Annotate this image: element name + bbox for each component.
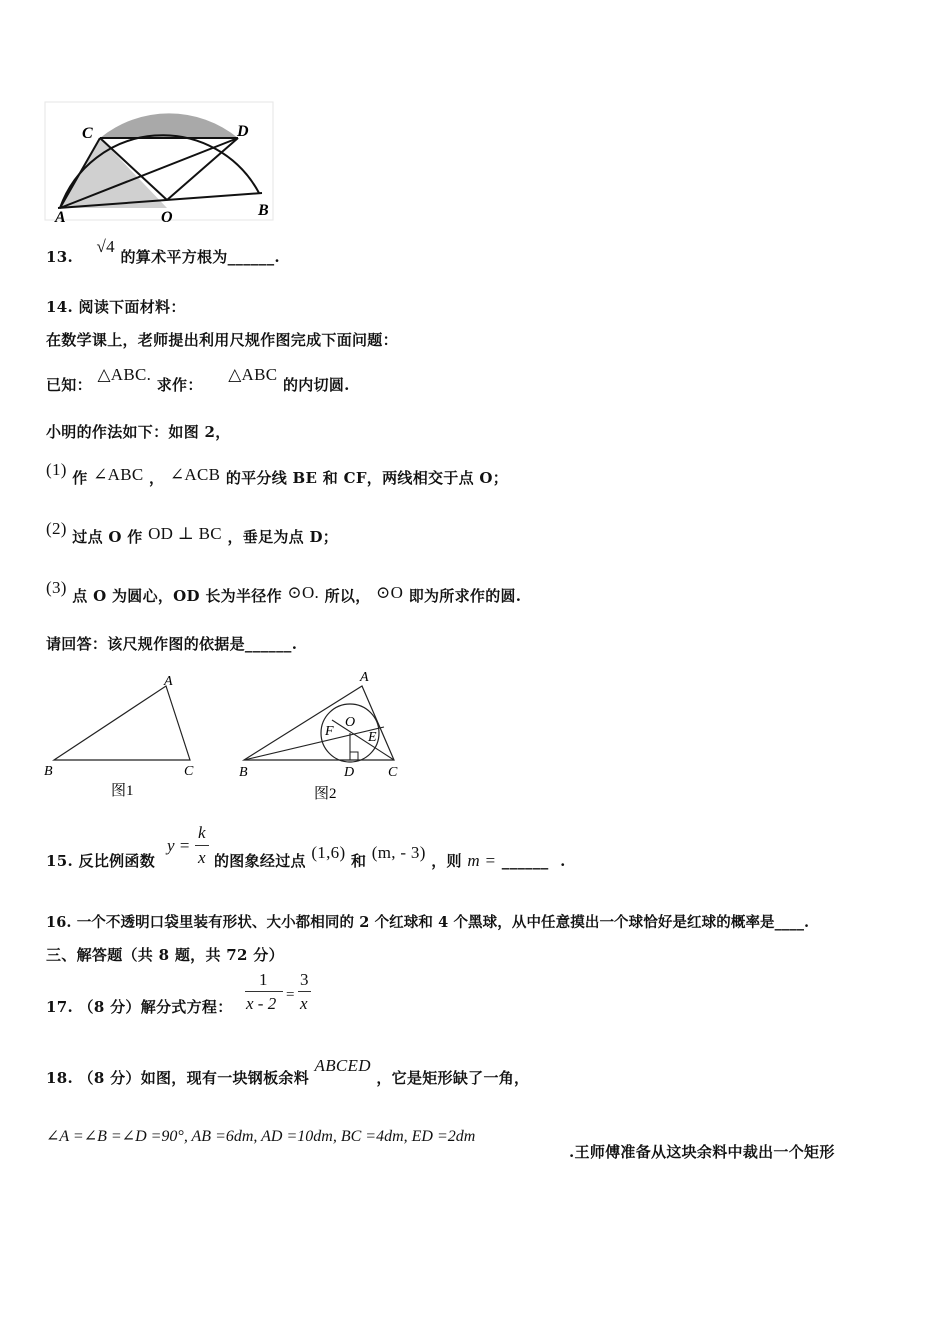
question-14-title bbox=[46, 296, 186, 317]
triangle-abc bbox=[54, 686, 190, 760]
segment-OD bbox=[167, 138, 238, 200]
step1-angle1: ∠ABC bbox=[93, 465, 144, 484]
q14-find-math: △ABC bbox=[228, 365, 278, 384]
q15-answer-math: m = bbox=[467, 851, 497, 870]
q18-text3: .王师傅准备从这块余料中裁出一个矩形 bbox=[569, 1143, 835, 1161]
label-O: O bbox=[161, 209, 173, 225]
q15-and: 和 bbox=[350, 852, 367, 870]
fig2-label-B: B bbox=[239, 765, 248, 780]
q18-text2: ，它是矩形缺了一角， bbox=[376, 1069, 530, 1087]
step2-mark: (2) bbox=[46, 519, 67, 538]
fig2-label-A: A bbox=[360, 670, 369, 685]
q17-bar2 bbox=[298, 991, 311, 992]
fig2-label-D: D bbox=[344, 765, 355, 780]
step3-circle2: ⊙O bbox=[376, 583, 404, 602]
step3-text: 即为所求作的圆. bbox=[408, 587, 522, 605]
q18-math2: ∠A =∠B =∠D =90°, AB =6dm, AD =10dm, BC =4dm, ED =2dm bbox=[46, 1128, 476, 1145]
q13-text: 的算术平方根为______. bbox=[120, 248, 280, 266]
q15-blank: ______ bbox=[501, 852, 549, 870]
label-A: A bbox=[55, 209, 66, 225]
step2-pre: 过点 O 作 bbox=[72, 528, 143, 546]
q13-radical: √4 bbox=[96, 237, 115, 256]
q17-den2: x bbox=[300, 994, 308, 1013]
right-angle-mark bbox=[350, 752, 358, 760]
step3-circle1: ⊙O. bbox=[287, 583, 320, 602]
question-18 bbox=[46, 1056, 530, 1088]
q15-number: 15. bbox=[46, 852, 73, 870]
step1-comma: ， bbox=[149, 469, 165, 487]
q17-number: 17. bbox=[46, 998, 73, 1016]
semicircle-figure bbox=[42, 100, 278, 225]
q16-text: 一个不透明口袋里装有形状、大小都相同的 2 个红球和 4 个黑球，从中任意摸出一个球恰好是红球的概率是____. bbox=[76, 914, 810, 931]
label-D: D bbox=[237, 123, 249, 140]
q14-step-2 bbox=[46, 519, 339, 547]
figure-1 bbox=[40, 668, 210, 802]
fig2-label-E: E bbox=[368, 730, 377, 745]
step3-pre: 点 O 为圆心，OD 长为半径作 bbox=[72, 587, 282, 605]
q15-func-num: k bbox=[198, 823, 206, 842]
question-13 bbox=[46, 237, 280, 267]
q14-given-math: △ABC. bbox=[97, 365, 152, 384]
fig1-caption: 图1 bbox=[111, 783, 134, 799]
q15-pre: 反比例函数 bbox=[78, 852, 156, 870]
q17-num1: 1 bbox=[259, 970, 268, 989]
triangle-abc-2 bbox=[244, 686, 394, 760]
fig2-caption: 图2 bbox=[314, 786, 337, 802]
label-C: C bbox=[82, 125, 93, 142]
q14-title: 阅读下面材料： bbox=[78, 298, 186, 316]
q17-eq: = bbox=[286, 987, 295, 1003]
fig2-label-F: F bbox=[325, 724, 334, 739]
fig2-label-C: C bbox=[388, 765, 398, 780]
step2-text: ，垂足为点 D； bbox=[227, 528, 339, 546]
q14-step-3 bbox=[46, 578, 522, 606]
q15-end: . bbox=[560, 852, 566, 870]
step3-mid: 所以， bbox=[324, 587, 371, 605]
fig1-label-A: A bbox=[164, 674, 173, 689]
q15-mid: 的图象经过点 bbox=[214, 852, 306, 870]
section-3-heading: 三、解答题（共 8 题，共 72 分） bbox=[46, 946, 284, 964]
q14-number: 14. bbox=[46, 298, 73, 316]
q16-number: 16. bbox=[46, 914, 72, 931]
question-15 bbox=[46, 850, 155, 871]
q14-given-line bbox=[46, 365, 350, 395]
question-16 bbox=[46, 911, 809, 932]
fig2-label-O: O bbox=[345, 715, 356, 730]
q17-bar1 bbox=[245, 991, 283, 992]
q14-find-text: 的内切圆. bbox=[282, 376, 350, 394]
q13-number: 13. bbox=[46, 248, 73, 266]
step1-angle2: ∠ACB bbox=[169, 465, 221, 484]
fig1-label-C: C bbox=[184, 764, 194, 779]
q15-point2: (m, - 3) bbox=[371, 843, 426, 862]
q14-intro: 在数学课上，老师提出利用尺规作图完成下面问题： bbox=[46, 331, 398, 349]
q14-method: 小明的作法如下：如图 2， bbox=[46, 423, 231, 441]
q14-given-label: 已知： bbox=[46, 376, 92, 394]
q15-func-lhs: y = bbox=[167, 836, 191, 855]
q17-den1: x - 2 bbox=[246, 994, 277, 1013]
step1-mark: (1) bbox=[46, 460, 67, 479]
label-B: B bbox=[258, 202, 269, 219]
step1-pre: 作 bbox=[72, 469, 88, 487]
q15-then: ，则 bbox=[431, 852, 462, 870]
q15-point1: (1,6) bbox=[311, 843, 346, 862]
question-17 bbox=[46, 996, 233, 1017]
q17-num2: 3 bbox=[300, 970, 309, 989]
q14-answer-prompt: 请回答：该尺规作图的依据是______. bbox=[46, 635, 298, 653]
step3-mark: (3) bbox=[46, 578, 67, 597]
q15-rest bbox=[214, 843, 566, 871]
figure-2 bbox=[232, 664, 412, 804]
q18-number: 18. bbox=[46, 1069, 73, 1087]
q14-find-label: 求作： bbox=[156, 376, 203, 394]
q18-text1: （8 分）如图，现有一块钢板余料 bbox=[78, 1069, 309, 1087]
q17-text: （8 分）解分式方程： bbox=[78, 998, 233, 1016]
q15-fraction-bar bbox=[195, 845, 209, 846]
q15-func-den: x bbox=[198, 848, 206, 867]
step2-math: OD ⊥ BC bbox=[148, 524, 222, 543]
q18-math1: ABCED bbox=[314, 1056, 371, 1075]
q14-step-1 bbox=[46, 460, 509, 488]
bisector-BE bbox=[244, 727, 384, 760]
fig1-label-B: B bbox=[44, 764, 53, 779]
step1-text: 的平分线 BE 和 CF，两线相交于点 O； bbox=[225, 469, 509, 487]
